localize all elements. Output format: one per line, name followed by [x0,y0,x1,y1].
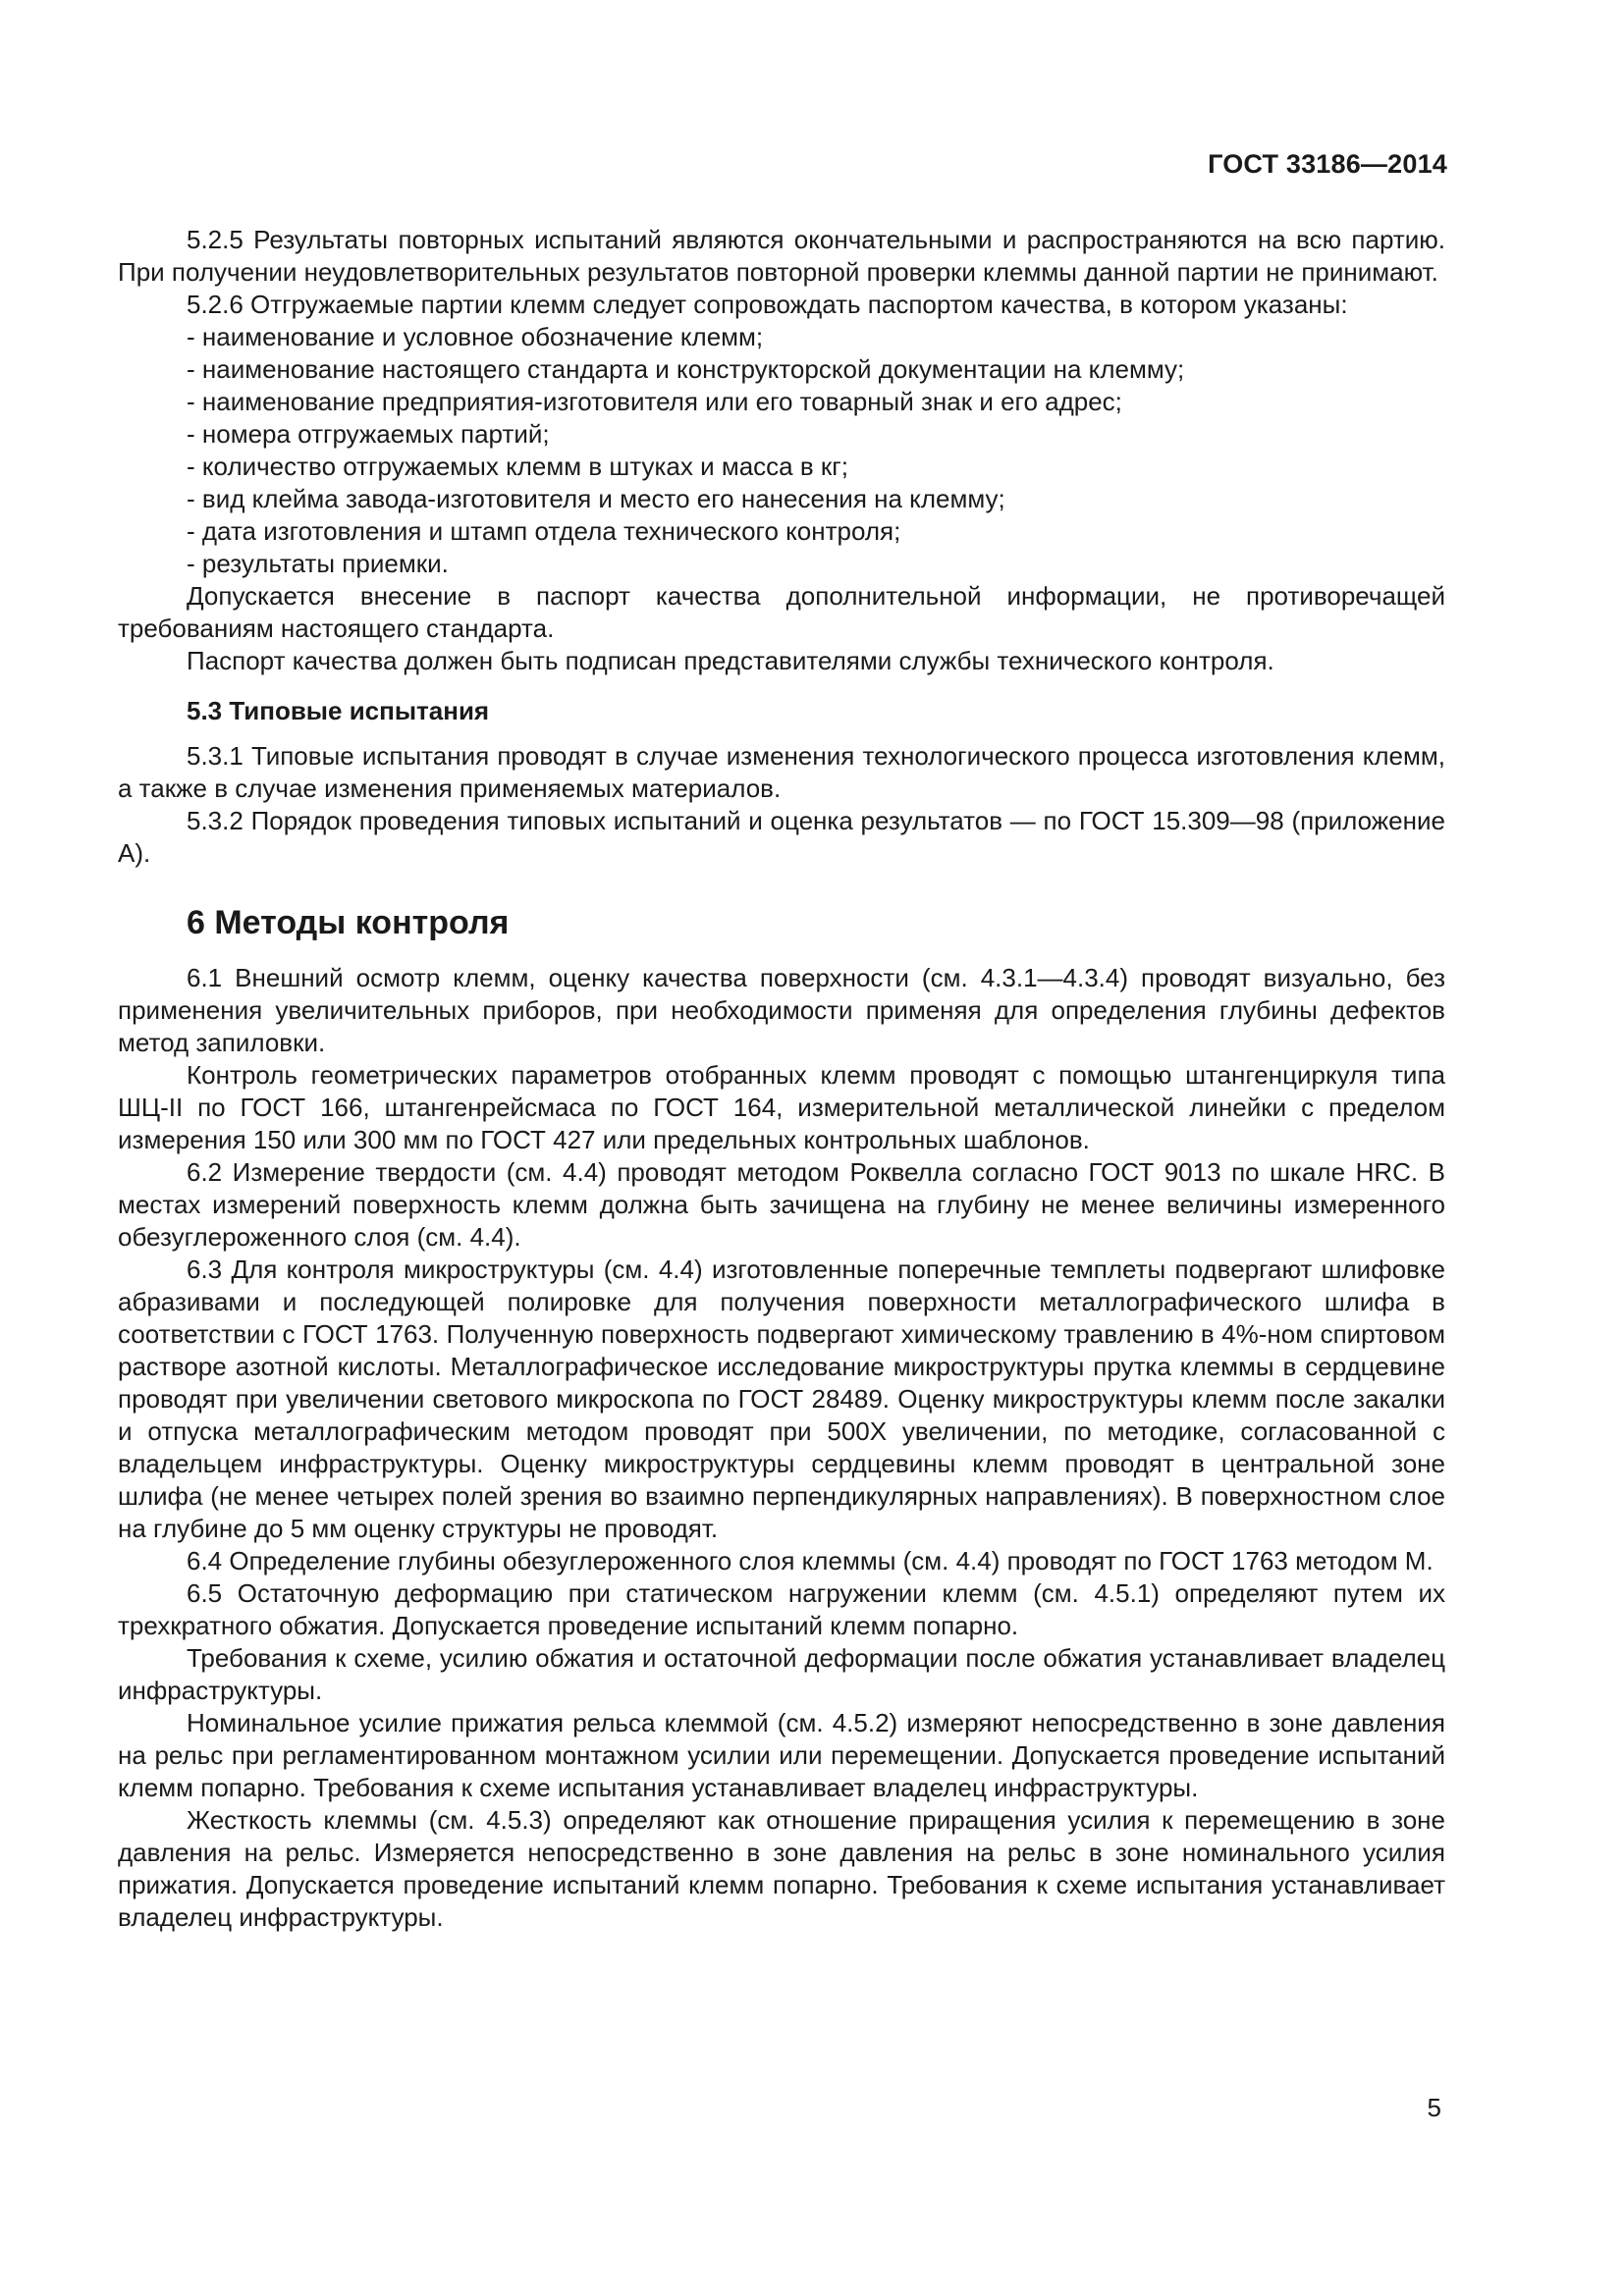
document-code-header: ГОСТ 33186—2014 [1208,149,1447,179]
paragraph-5-2-6: 5.2.6 Отгружаемые партии клемм следует сопровождать паспортом качества, в котором указаны: [187,290,1348,319]
list-item: - результаты приемки. [187,549,449,578]
list-item: - количество отгружаемых клемм в штуках и масса в кг; [187,452,848,481]
subsection-title-5-3: 5.3 Типовые испытания [187,696,490,725]
paragraph-6-1: 6.1 Внешний осмотр клемм, оценку качества поверхности (см. 4.3.1—4.3.4) проводят визуально, без применения увеличительных приборов, при необходимости применяя для определения глубины дефектов метод запиловки. [118,963,1445,1057]
paragraph: Допускается внесение в паспорт качества дополнительной информации, не противоречащей требованиям настоящего стандарта. [118,581,1445,643]
paragraph-6-3: 6.3 Для контроля микроструктуры (см. 4.4) изготовленные поперечные темплеты подвергают шлифовке абразивами и последующей полировке для получения поверхности металлографического шлифа в соответствии с ГОСТ 1763. Полученную поверхность подвергают химическому травлению в 4%-ном спиртовом растворе азотной кислоты. Металлографическое исследование микроструктуры прутка клеммы в сердцевине проводят при увеличении светового микроскопа по ГОСТ 28489. Оценку микроструктуры клемм после закалки и отпуска металлографическим методом проводят при 500Х увеличении, по методике, согласованной с владельцем инфраструктуры. Оценку микроструктуры сердцевины клемм проводят в центральной зоне шлифа (не менее четырех полей зрения во взаимно перпендикулярных направлениях). В поверхностном слое на глубине до 5 мм оценку структуры не проводят. [118,1255,1445,1543]
section-5-3-block [118,740,1445,870]
paragraph: Номинальное усилие прижатия рельса клеммой (см. 4.5.2) измеряют непосредственно в зоне давления на рельс при регламентированном монтажном усилии или перемещении. Допускается проведение испытаний клемм попарно. Требования к схеме испытания устанавливает владелец инфраструктуры. [118,1708,1445,1802]
paragraph-5-3-1: 5.3.1 Типовые испытания проводят в случае изменения технологического процесса изготовления клемм, а также в случае изменения применяемых материалов. [118,741,1445,803]
section-6-block [118,962,1445,1934]
list-item: - вид клейма завода-изготовителя и место его нанесения на клемму; [187,484,1005,513]
section-5-2-block [118,224,1445,677]
list-item: - наименование настоящего стандарта и конструкторской документации на клемму; [187,354,1185,384]
page-content [118,224,1445,1934]
paragraph-5-3-2: 5.3.2 Порядок проведения типовых испытаний и оценка результатов — по ГОСТ 15.309—98 (приложение А). [118,806,1445,868]
page-number: 5 [1427,2093,1441,2122]
list-item: - наименование и условное обозначение клемм; [187,322,764,351]
paragraph: Паспорт качества должен быть подписан представителями службы технического контроля. [187,646,1274,675]
paragraph: Требования к схеме, усилию обжатия и остаточной деформации после обжатия устанавливает владелец инфраструктуры. [118,1643,1445,1705]
list-item: - номера отгружаемых партий; [187,419,550,449]
paragraph: Жесткость клеммы (см. 4.5.3) определяют как отношение приращения усилия к перемещению в зоне давления на рельс. Измеряется непосредственно в зоне давления на рельс в зоне номинального усилия прижатия. Допускается проведение испытаний клемм попарно. Требования к схеме испытания устанавливает владелец инфраструктуры. [118,1805,1445,1932]
paragraph-5-2-5: 5.2.5 Результаты повторных испытаний являются окончательными и распространяются на всю партию. При получении неудовлетворительных результатов повторной проверки клеммы данной партии не принимают. [118,225,1445,287]
list-item: - наименование предприятия-изготовителя или его товарный знак и его адрес; [187,387,1122,416]
paragraph-6-2: 6.2 Измерение твердости (см. 4.4) проводят методом Роквелла согласно ГОСТ 9013 по шкале HRC. В местах измерений поверхность клемм должна быть зачищена на глубину не менее величины измеренного обезуглероженного слоя (см. 4.4). [118,1157,1445,1252]
list-item: - дата изготовления и штамп отдела технического контроля; [187,516,901,546]
paragraph-6-5: 6.5 Остаточную деформацию при статическом нагружении клемм (см. 4.5.1) определяют путем их трехкратного обжатия. Допускается проведение испытаний клемм попарно. [118,1578,1445,1640]
section-title-6: 6 Методы контроля [187,904,510,941]
paragraph: Контроль геометрических параметров отобранных клемм проводят с помощью штангенциркуля типа ШЦ-II по ГОСТ 166, штангенрейсмаса по ГОСТ 164, измерительной металлической линейки с пределом измерения 150 или 300 мм по ГОСТ 427 или предельных контрольных шаблонов. [118,1060,1445,1154]
paragraph-6-4: 6.4 Определение глубины обезуглероженного слоя клеммы (см. 4.4) проводят по ГОСТ 1763 методом М. [187,1546,1434,1575]
